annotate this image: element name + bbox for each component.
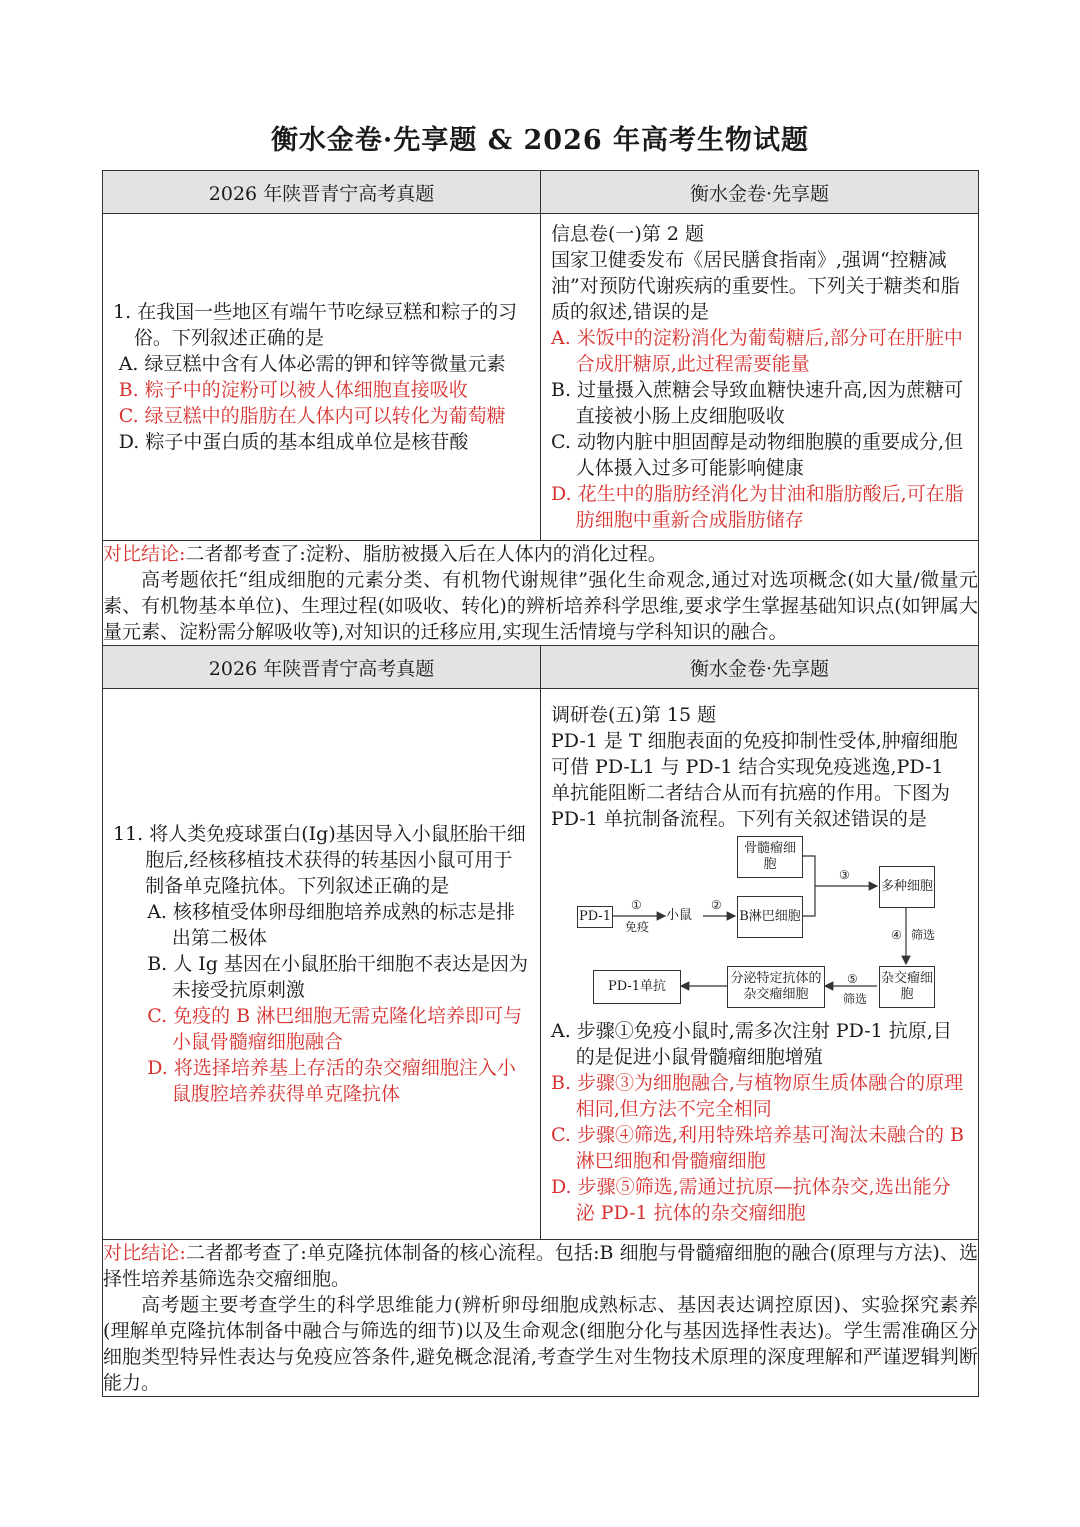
header-hengshui: 衡水金卷·先享题 xyxy=(541,646,979,689)
question-stem: 11. 将人类免疫球蛋白(Ig)基因导入小鼠胚胎干细胞后,经核移植技术获得的转基因小鼠可用于制备单克隆抗体。下列叙述正确的是 xyxy=(113,823,526,897)
option-a: A. 米饭中的淀粉消化为葡萄糖后,部分可在肝脏中合成肝糖原,此过程需要能量 xyxy=(551,327,963,375)
option-d: D. 粽子中蛋白质的基本组成单位是核苷酸 xyxy=(118,431,469,453)
step-1-label: ① xyxy=(631,898,642,912)
question-row-1 xyxy=(103,214,979,541)
page-title: 衡水金卷·先享题 & 2026 年高考生物试题 xyxy=(270,125,810,156)
question-source: 调研卷(五)第 15 题 xyxy=(551,704,717,726)
pd1-antigen-box: PD-1 xyxy=(577,906,613,928)
step-5-label: ⑤ xyxy=(847,972,858,986)
comparison-table xyxy=(102,170,979,1397)
question-stem: PD-1 是 T 细胞表面的免疫抑制性受体,肿瘤细胞可借 PD-L1 与 PD-1 结合实现免疫逃逸,PD-1 单抗能阻断二者结合从而有抗癌的作用。下图为 PD-1 单抗制备流程。下列有关叙述错误的是 xyxy=(551,730,958,830)
conclusion-label: 对比结论: xyxy=(103,1242,186,1264)
option-a: A. 步骤①免疫小鼠时,需多次注射 PD-1 抗原,目的是促进小鼠骨髓瘤细胞增殖 xyxy=(551,1020,952,1068)
pd1-antibody-box: PD-1单抗 xyxy=(593,970,681,1004)
conclusion-row-1 xyxy=(103,541,979,646)
gaokao-question-11 xyxy=(103,689,541,1240)
comparison-conclusion-2 xyxy=(103,1240,979,1397)
option-b: B. 过量摄入蔗糖会导致血糖快速升高,因为蔗糖可直接被小肠上皮细胞吸收 xyxy=(551,379,964,427)
conclusion-analysis: 高考题主要考查学生的科学思维能力(辨析卵母细胞成熟标志、基因表达调控原因)、实验探究素养(理解单克隆抗体制备中融合与筛选的细节)以及生命观念(细胞分化与基因选择性表达)。学生需准确区分细胞类型特异性表达与免疫应答条件,避免概念混淆,考查学生对生物技术原理的深度理解和严谨逻辑判断能力。 xyxy=(103,1294,978,1394)
option-c: C. 步骤④筛选,利用特殊培养基可淘汰未融合的 B 淋巴细胞和骨髓瘤细胞 xyxy=(551,1124,964,1172)
myeloma-cell-box: 骨髓瘤细胞 xyxy=(737,836,803,878)
conclusion-analysis: 高考题依托“组成细胞的元素分类、有机物代谢规律”强化生命观念,通过对选项概念(如大量/微量元素、有机物基本单位)、生理过程(如吸收、转化)的辨析培养科学思维,要求学生掌握基础知识点(如钾属大量元素、淀粉需分解吸收等),对知识的迁移应用,实现生活情境与学科知识的融合。 xyxy=(103,569,978,643)
screen-5-label: 筛选 xyxy=(843,992,868,1006)
immunize-label: 免疫 xyxy=(625,920,650,934)
option-b: B. 人 Ig 基因在小鼠胚胎干细胞不表达是因为未接受抗原刺激 xyxy=(147,953,528,1001)
hybridoma-cell-box: 杂交瘤细胞 xyxy=(879,966,935,1008)
question-stem: 国家卫健委发布《居民膳食指南》,强调“控糖减油”对预防代谢疾病的重要性。下列关于糖类和脂质的叙述,错误的是 xyxy=(551,249,960,323)
option-c: C. 动物内脏中胆固醇是动物细胞膜的重要成分,但人体摄入过多可能影响健康 xyxy=(551,431,963,479)
option-c: C. 绿豆糕中的脂肪在人体内可以转化为葡萄糖 xyxy=(118,405,506,427)
comparison-conclusion-1 xyxy=(103,541,979,646)
question-row-2 xyxy=(103,689,979,1240)
multiple-cells-box: 多种细胞 xyxy=(879,866,935,908)
header-gaokao: 2026 年陕晋青宁高考真题 xyxy=(103,171,541,214)
conclusion-row-2 xyxy=(103,1240,979,1397)
gaokao-question-1 xyxy=(103,214,541,541)
option-b: B. 步骤③为细胞融合,与植物原生质体融合的原理相同,但方法不完全相同 xyxy=(551,1072,964,1120)
pd1-antibody-flowchart xyxy=(551,836,971,1016)
option-d: D. 花生中的脂肪经消化为甘油和脂肪酸后,可在脂肪细胞中重新合成脂肪储存 xyxy=(551,483,964,531)
b-lymphocyte-box: B淋巴细胞 xyxy=(737,896,803,938)
option-a: A. 绿豆糕中含有人体必需的钾和锌等微量元素 xyxy=(118,353,506,375)
question-source: 信息卷(一)第 2 题 xyxy=(551,223,704,245)
secreting-hybridoma-box: 分泌特定抗体的杂交瘤细胞 xyxy=(727,966,825,1008)
option-c: C. 免疫的 B 淋巴细胞无需克隆化培养即可与小鼠骨髓瘤细胞融合 xyxy=(147,1005,523,1053)
step-3-label: ③ xyxy=(839,868,850,882)
table-header-row xyxy=(103,171,979,214)
screen-4-label: 筛选 xyxy=(911,928,936,942)
hengshui-question-15 xyxy=(541,689,979,1240)
conclusion-label: 对比结论: xyxy=(103,543,186,565)
conclusion-summary: 二者都考查了:淀粉、脂肪被摄入后在人体内的消化过程。 xyxy=(185,543,667,565)
mouse-label: 小鼠 xyxy=(666,908,693,923)
option-d: D. 将选择培养基上存活的杂交瘤细胞注入小鼠腹腔培养获得单克隆抗体 xyxy=(147,1057,516,1105)
option-a: A. 核移植受体卵母细胞培养成熟的标志是排出第二极体 xyxy=(147,901,516,949)
option-b: B. 粽子中的淀粉可以被人体细胞直接吸收 xyxy=(118,379,468,401)
hengshui-question-1 xyxy=(541,214,979,541)
table-header-row xyxy=(103,646,979,689)
header-gaokao: 2026 年陕晋青宁高考真题 xyxy=(103,646,541,689)
conclusion-summary: 二者都考查了:单克隆抗体制备的核心流程。包括:B 细胞与骨髓瘤细胞的融合(原理与方法)、选择性培养基筛选杂交瘤细胞。 xyxy=(103,1242,978,1290)
question-stem: 1. 在我国一些地区有端午节吃绿豆糕和粽子的习俗。下列叙述正确的是 xyxy=(113,301,518,349)
step-2-label: ② xyxy=(711,898,722,912)
option-d: D. 步骤⑤筛选,需通过抗原—抗体杂交,选出能分泌 PD-1 抗体的杂交瘤细胞 xyxy=(551,1176,951,1224)
step-4-label: ④ xyxy=(891,928,902,942)
header-hengshui: 衡水金卷·先享题 xyxy=(541,171,979,214)
